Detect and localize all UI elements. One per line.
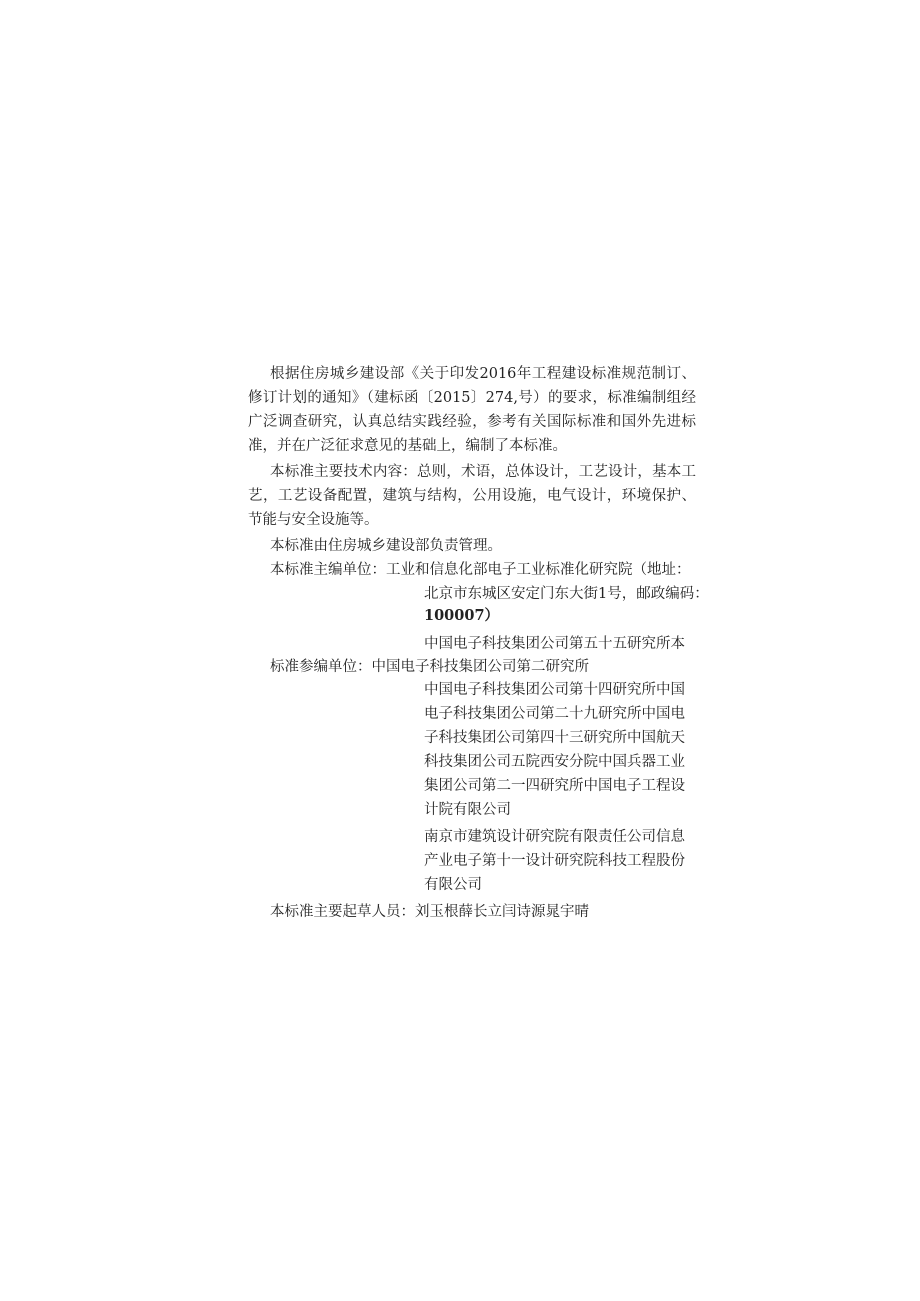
participating-units-list-2	[424, 825, 702, 897]
participating-unit-line: 科技集团公司五院西安分院中国兵器工业	[424, 754, 685, 770]
participating-unit-line: 计院有限公司	[424, 802, 511, 818]
participating-units-list	[424, 678, 702, 822]
chief-editor-address-line-1: 北京市东城区安定门东大街1号，邮政编码：	[424, 586, 709, 602]
participating-units-label: 标准参编单位：中国电子科技集团公司第二研究所	[270, 659, 589, 675]
preface-paragraph-2: 本标准主要技术内容：总则，术语，总体设计，工艺设计，基本工艺，工艺设备配置，建筑与结构，公用设施，电气设计，环境保护、节能与安全设施等。	[248, 464, 696, 528]
chief-editor-address-line-2: 100007）	[424, 607, 500, 624]
participating-unit-line: 南京市建筑设计研究院有限责任公司信息	[424, 829, 685, 845]
participating-unit-line: 有限公司	[424, 877, 482, 893]
participating-unit-line: 产业电子第十一设计研究院科技工程股份	[424, 853, 685, 869]
participating-unit-line: 集团公司第二一四研究所中国电子工程设	[424, 778, 685, 794]
participating-unit-line: 中国电子科技集团公司第十四研究所中国	[424, 682, 685, 698]
management-statement: 本标准由住房城乡建设部负责管理。	[270, 538, 502, 554]
preface-paragraph-1: 根据住房城乡建设部《关于印发2016年工程建设标准规范制订、修订计划的通知》（建标函〔2015〕274,号）的要求，标准编制组经广泛调查研究，认真总结实践经验，参考有关国际标准和国外先进标准，并在广泛征求意见的基础上，编制了本标准。	[248, 366, 696, 454]
participating-unit-first: 中国电子科技集团公司第五十五研究所本	[424, 636, 685, 652]
participating-unit-line: 子科技集团公司第四十三研究所中国航天	[424, 730, 685, 746]
chief-editor-unit: 本标准主编单位：工业和信息化部电子工业标准化研究院（地址：	[270, 562, 691, 578]
participating-unit-line: 电子科技集团公司第二十九研究所中国电	[424, 706, 685, 722]
drafters-line: 本标准主要起草人员：刘玉根薛长立闫诗源晁宇晴	[270, 904, 589, 920]
